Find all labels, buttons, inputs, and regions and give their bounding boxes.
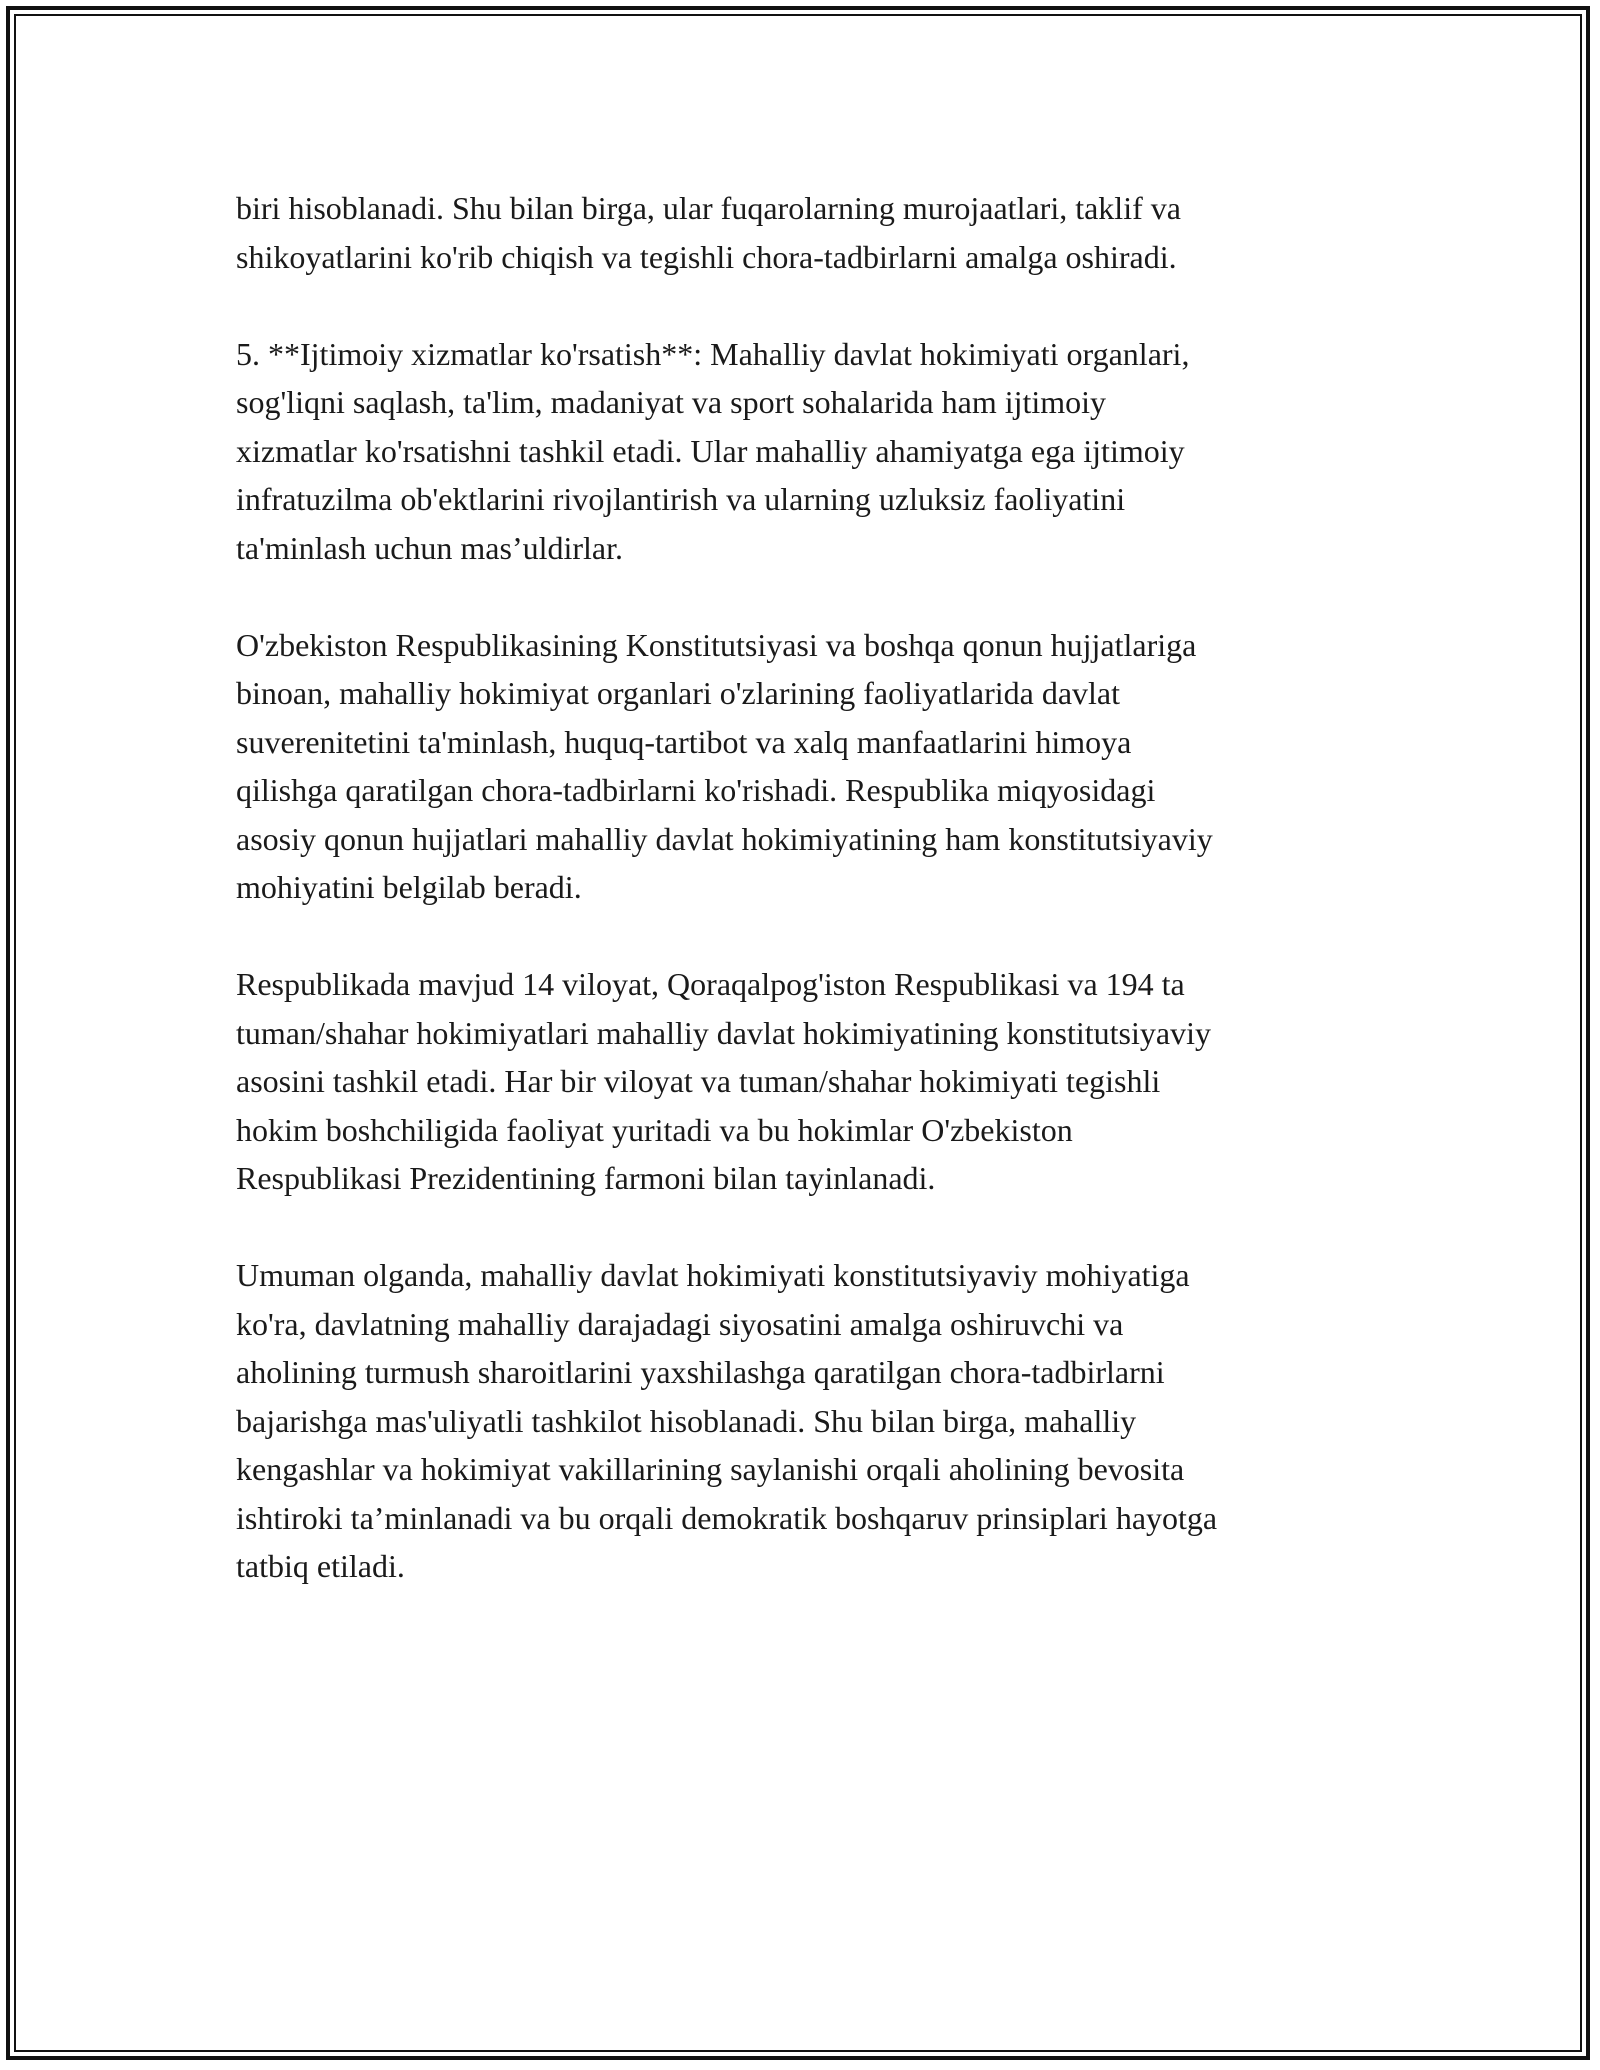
paragraph-constitution: O'zbekiston Respublikasining Konstitutsiyasi va boshqa qonun hujjatlariga binoan, mahalliy hokimiyat organlari o'zlarining faoliyatlarida davlat suverenitetini ta'minlash, huquq-tartibot va xalq manfaatlarini himoya qilishga qaratilgan chora-tadbirlarni ko'rishadi. Respublika miqyosidagi asosiy qonun hujjatlari mahalliy davlat hokimiyatining ham konstitutsiyaviy mohiyatini belgilab beradi. (236, 626, 1213, 905)
paragraph-social-services: 5. **Ijtimoiy xizmatlar ko'rsatish**: Mahalliy davlat hokimiyati organlari, sog'liqni saqlash, ta'lim, madaniyat va sport sohalarida ham ijtimoiy xizmatlar ko'rsatishni tashkil etadi. Ular mahalliy ahamiyatga ega ijtimoiy infratuzilma ob'ektlarini rivojlantirish va ularning uzluksiz faoliyatini ta'minlash uchun mas’uldirlar. (236, 335, 1190, 566)
paragraph-continuation: biri hisoblanadi. Shu bilan birga, ular fuqarolarning murojaatlari, taklif va shikoyatlarini ko'rib chiqish va tegishli chora-tadbirlarni amalga oshiradi. (236, 190, 1181, 275)
paragraph-regions: Respublikada mavjud 14 viloyat, Qoraqalpog'iston Respublikasi va 194 ta tuman/shahar hokimiyatlari mahalliy davlat hokimiyatining konstitutsiyaviy asosini tashkil etadi. Har bir viloyat va tuman/shahar hokimiyati tegishli hokim boshchiligida faoliyat yuritadi va bu hokimlar O'zbekiston Respublikasi Prezidentining farmoni bilan tayinlanadi. (236, 966, 1211, 1196)
document-body (236, 184, 1386, 1639)
paragraph-conclusion: Umuman olganda, mahalliy davlat hokimiyati konstitutsiyaviy mohiyatiga ko'ra, davlatning mahalliy darajadagi siyosatini amalga oshiruvchi va aholining turmush sharoitlarini yaxshilashga qaratilgan chora-tadbirlarni bajarishga mas'uliyatli tashkilot hisoblanadi. Shu bilan birga, mahalliy kengashlar va hokimiyat vakillarining saylanishi orqali aholining bevosita ishtiroki ta’minlanadi va bu orqali demokratik boshqaruv prinsiplari hayotga tatbiq etiladi. (236, 1257, 1218, 1584)
